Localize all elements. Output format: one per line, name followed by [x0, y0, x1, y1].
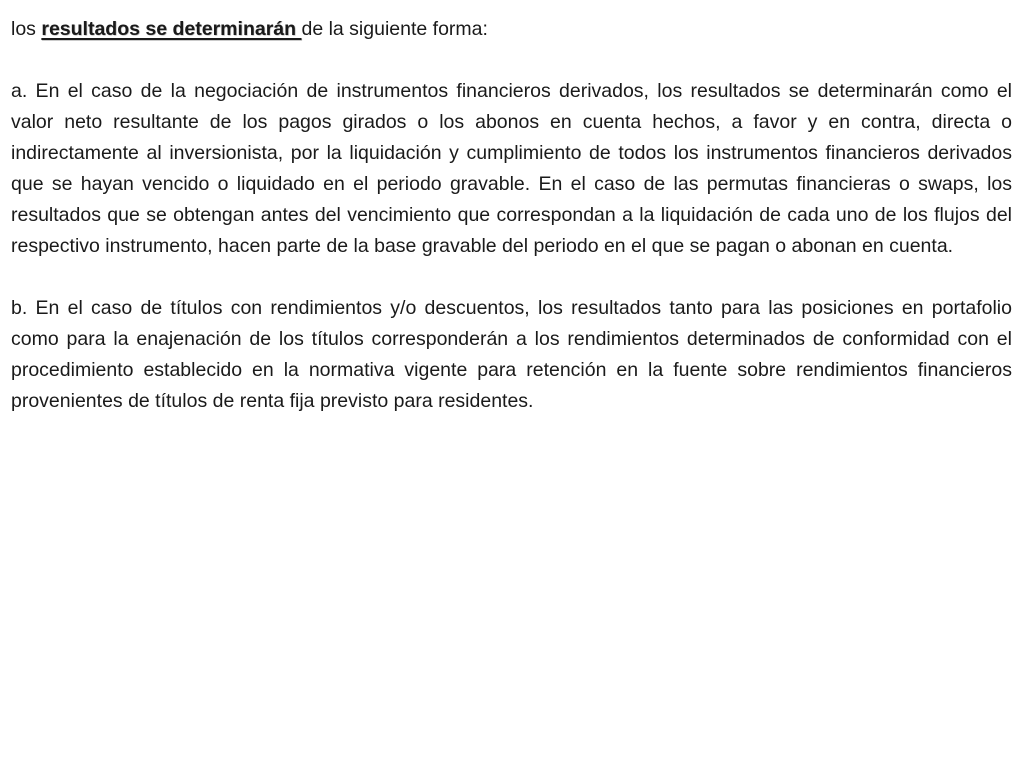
intro-emphasis: resultados se determinarán [41, 18, 302, 40]
paragraph-b: b. En el caso de títulos con rendimientos y/o descuentos, los resultados tanto para las posiciones en portafolio como para la enajenación de los títulos corresponderán a los rendimientos determinados de conformidad con el procedimiento establecido en la normativa vigente para retención en la fuente sobre rendimientos financieros provenientes de títulos de renta fija previsto para residentes. [11, 297, 1012, 412]
intro-prefix: los [11, 18, 42, 40]
paragraph-spacer [11, 45, 1012, 76]
paragraph-spacer [11, 262, 1012, 293]
paragraph-a: a. En el caso de la negociación de instrumentos financieros derivados, los resultados se determinarán como el valor neto resultante de los pagos girados o los abonos en cuenta hechos, a favor y en contra, directa o indirectamente al inversionista, por la liquidación y cumplimiento de todos los instrumentos financieros derivados que se hayan vencido o liquidado en el periodo gravable. En el caso de las permutas financieras o swaps, los resultados que se obtengan antes del vencimiento que correspondan a la liquidación de cada uno de los flujos del respectivo instrumento, hacen parte de la base gravable del periodo en el que se pagan o abonan en cuenta. [11, 80, 1012, 257]
intro-line [11, 14, 1012, 45]
intro-suffix: de la siguiente forma: [301, 18, 488, 40]
